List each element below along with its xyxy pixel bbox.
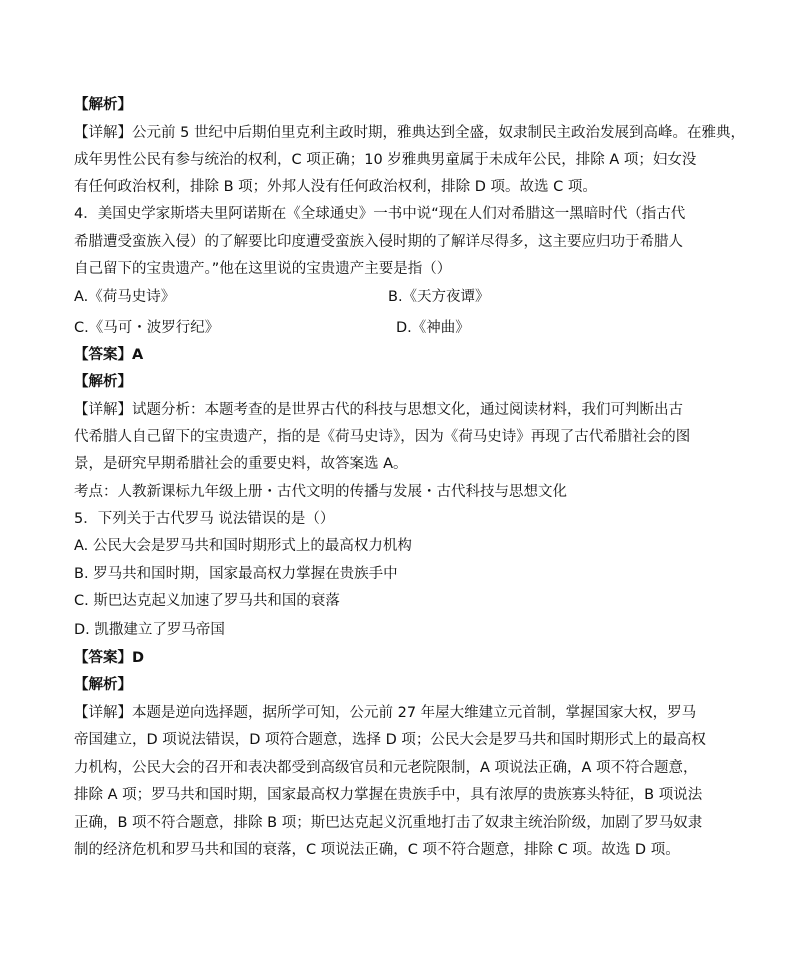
exam-point: 考点：人教新课标九年级上册・古代文明的传播与发展・古代科技与思想文化	[74, 484, 567, 500]
analysis-heading: 【解析】	[74, 97, 132, 113]
answer: 【答案】D	[74, 650, 145, 666]
question-4-stem: 4．美国史学家斯塔夫里阿诺斯在《全球通史》一书中说“现在人们对希腊这一黑暗时代（指古代	[74, 206, 686, 222]
explanation-text: 排除 A 项；罗马共和国时期，国家最高权力掌握在贵族手中，具有浓厚的贵族寡头特征，B 项说法	[74, 787, 703, 803]
analysis-heading: 【解析】	[74, 374, 132, 390]
option-d: D.《神曲》	[396, 320, 470, 336]
explanation-text: 【详解】试题分析：本题考查的是世界古代的科技与思想文化，通过阅读材料，我们可判断出古	[74, 402, 683, 418]
explanation-text: 有任何政治权利，排除 B 项；外邦人没有任何政治权利，排除 D 项。故选 C 项。	[74, 179, 597, 195]
explanation-text: 【详解】公元前 5 世纪中后期伯里克利主政时期，雅典达到全盛，奴隶制民主政治发展到高峰。在雅典，	[74, 125, 745, 141]
option-c: C. 斯巴达克起义加速了罗马共和国的衰落	[74, 593, 340, 609]
option-a: A. 公民大会是罗马共和国时期形式上的最高权力机构	[74, 538, 412, 554]
analysis-heading: 【解析】	[74, 677, 132, 693]
option-a: A.《荷马史诗》	[74, 289, 176, 305]
option-b: B.《天方夜谭》	[388, 289, 490, 305]
explanation-text: 正确，B 项不符合题意，排除 B 项；斯巴达克起义沉重地打击了奴隶主统治阶级，加剧了罗马奴隶	[74, 815, 703, 831]
question-5-stem: 5．下列关于古代罗马 说法错误的是（）	[74, 511, 335, 527]
answer: 【答案】A	[74, 347, 144, 363]
option-c: C.《马可・波罗行纪》	[74, 320, 220, 336]
explanation-text: 制的经济危机和罗马共和国的衰落，C 项说法正确，C 项不符合题意，排除 C 项。故选 D 项。	[74, 842, 680, 858]
explanation-text: 景，是研究早期希腊社会的重要史料，故答案选 A。	[74, 456, 408, 472]
explanation-text: 力机构，公民大会的召开和表决都受到高级官员和元老院限制，A 项说法正确，A 项不符合题意，	[74, 760, 698, 776]
explanation-text: 帝国建立，D 项说法错误，D 项符合题意，选择 D 项；公民大会是罗马共和国时期形式上的最高权	[74, 732, 706, 748]
question-4-stem: 自己留下的宝贵遗产。”他在这里说的宝贵遗产主要是指（）	[74, 261, 452, 277]
option-d: D. 凯撒建立了罗马帝国	[74, 622, 225, 638]
explanation-text: 代希腊人自己留下的宝贵遗产，指的是《荷马史诗》，因为《荷马史诗》再现了古代希腊社会的图	[74, 429, 691, 445]
question-4-stem: 希腊遭受蛮族入侵）的了解要比印度遭受蛮族入侵时期的了解详尽得多，这主要应归功于希腊人	[74, 234, 683, 250]
explanation-text: 成年男性公民有参与统治的权利，C 项正确；10 岁雅典男童属于未成年公民，排除 A 项；妇女没	[74, 152, 697, 168]
explanation-text: 【详解】本题是逆向选择题，据所学可知，公元前 27 年屋大维建立元首制，掌握国家大权，罗马	[74, 705, 697, 721]
option-b: B. 罗马共和国时期，国家最高权力掌握在贵族手中	[74, 566, 398, 582]
